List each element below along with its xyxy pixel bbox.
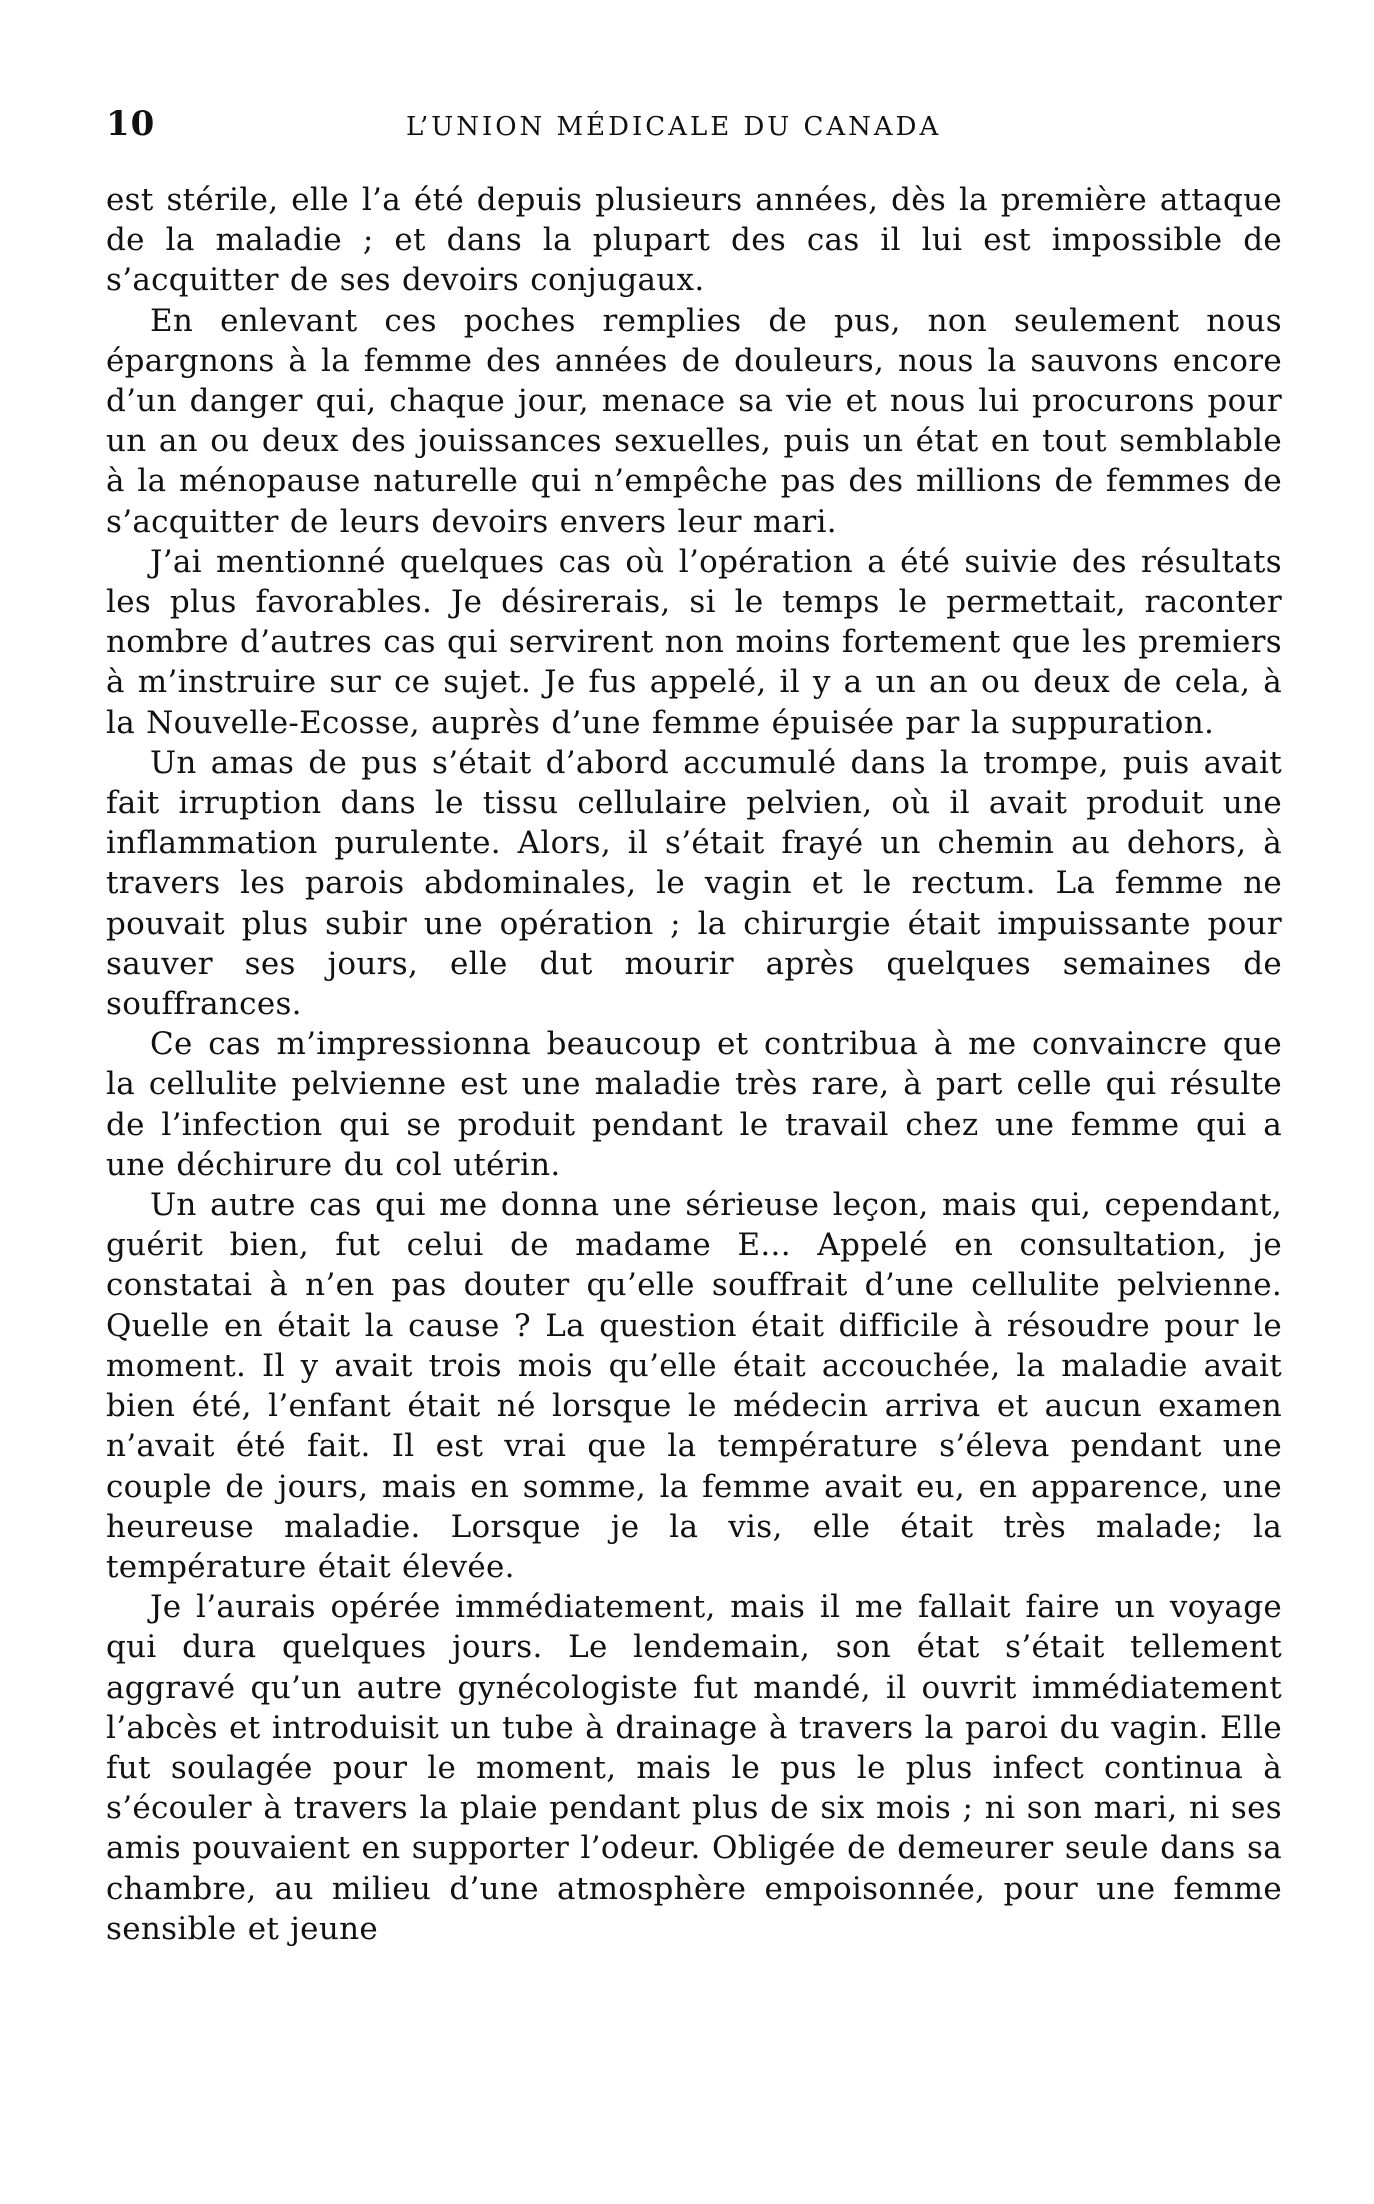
paragraph: En enlevant ces poches remplies de pus, non seulement nous épargnons à la femme des années de douleurs, nous la sauvons encore d’un danger qui, chaque jour, menace sa vie et nous lui procurons pour un an ou deux des jouissances sexuelles, puis un état en tout semblable à la ménopause naturelle qui n’empêche pas des millions de femmes de s’acquitter de leurs devoirs envers leur mari. <box>106 302 1282 540</box>
paragraph: J’ai mentionné quelques cas où l’opération a été suivie des résultats les plus favorables. Je désirerais, si le temps le permettait, raconter nombre d’autres cas qui servirent non moins fortement que les premiers à m’instruire sur ce sujet. Je fus appelé, il y a un an ou deux de cela, à la Nouvelle-Ecosse, auprès d’une femme épuisée par la suppuration. <box>106 543 1282 741</box>
paragraph: Je l’aurais opérée immédiatement, mais il me fallait faire un voyage qui dura quelques jours. Le lendemain, son état s’était tellement aggravé qu’un autre gynécologiste fut mandé, il ouvrit immédiatement l’abcès et introduisit un tube à drainage à travers la paroi du vagin. Elle fut soulagée pour le moment, mais le pus le plus infect continua à s’écouler à travers la plaie pendant plus de six mois ; ni son mari, ni ses amis pouvaient en supporter l’odeur. Obligée de demeurer seule dans sa chambre, au milieu d’une atmosphère empoisonnée, pour une femme sensible et jeune <box>106 1589 1282 1947</box>
paragraph-continuation: est stérile, elle l’a été depuis plusieurs années, dès la première attaque de la maladie ; et dans la plupart des cas il lui est impossible de s’acquitter de ses devoirs conjugaux. <box>106 182 1282 299</box>
paragraph: Un amas de pus s’était d’abord accumulé dans la trompe, puis avait fait irruption dans le tissu cellulaire pelvien, où il avait produit une inflammation purulente. Alors, il s’était frayé un chemin au dehors, à travers les parois abdominales, le vagin et le rectum. La femme ne pouvait plus subir une opération ; la chirurgie était impuissante pour sauver ses jours, elle dut mourir après quelques semaines de souffrances. <box>106 744 1282 1023</box>
paragraph: Un autre cas qui me donna une sérieuse leçon, mais qui, cependant, guérit bien, fut celui de madame E... Appelé en consultation, je constatai à n’en pas douter qu’elle souffrait d’une cellulite pelvienne. Quelle en était la cause ? La question était difficile à résoudre pour le moment. Il y avait trois mois qu’elle était accouchée, la maladie avait bien été, l’enfant était né lorsque le médecin arriva et aucun examen n’avait été fait. Il est vrai que la température s’éleva pendant une couple de jours, mais en somme, la femme avait eu, en apparence, une heureuse maladie. Lorsque je la vis, elle était très malade; la température était élevée. <box>106 1187 1282 1585</box>
running-header <box>106 100 1282 152</box>
paragraph: Ce cas m’impressionna beaucoup et contribua à me convaincre que la cellulite pelvienne est une maladie très rare, à part celle qui résulte de l’infection qui se produit pendant le travail chez une femme qui a une déchirure du col utérin. <box>106 1026 1282 1183</box>
body-text <box>106 180 1282 2120</box>
journal-title: L’UNION MÉDICALE DU CANADA <box>406 112 942 142</box>
page-number: 10 <box>106 104 156 144</box>
